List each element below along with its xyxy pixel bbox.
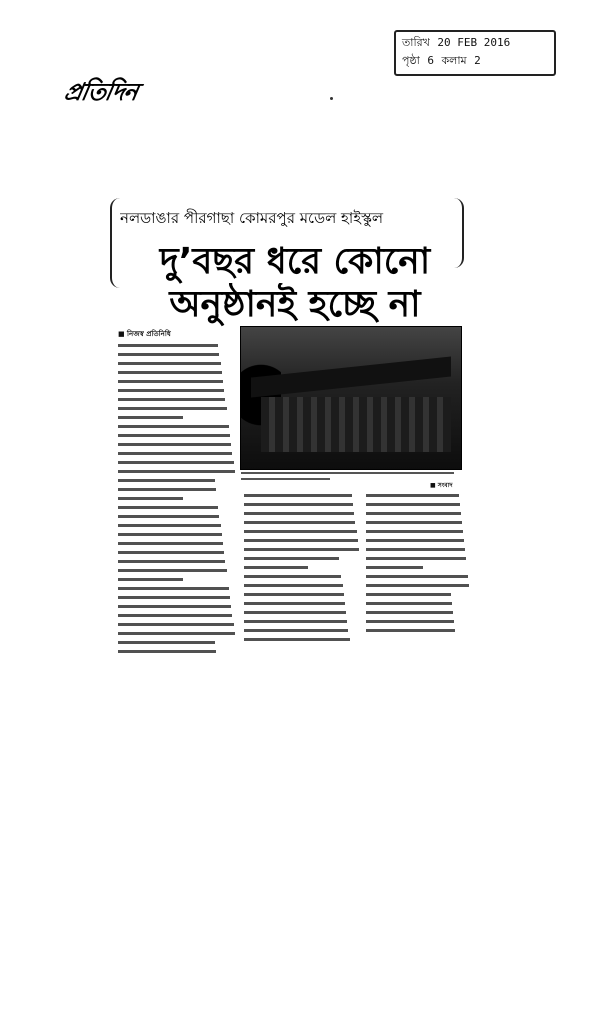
illegible-text-line [118,542,223,545]
illegible-text-line [244,584,343,587]
article-headline-line-1: দু’বছর ধরে কোনো [159,241,431,282]
illegible-text-line [244,611,346,614]
illegible-text-line [244,512,354,515]
illegible-text-line [366,629,455,632]
illegible-text-line [366,611,453,614]
archive-stamp [394,30,556,76]
illegible-text-line [118,632,235,635]
illegible-text-line [118,398,225,401]
illegible-text-line [244,494,352,497]
illegible-text-line [118,488,216,491]
stamp-column-value: 2 [474,54,481,67]
illegible-text-line [244,557,339,560]
illegible-text-line [118,506,218,509]
illegible-text-line [366,530,463,533]
illegible-text-line [244,539,358,542]
illegible-text-line [366,494,459,497]
illegible-text-line [118,497,183,500]
column-2-text-block [244,494,360,641]
illegible-text-line [244,620,347,623]
illegible-text-line [118,560,225,563]
illegible-text-line [118,578,183,581]
illegible-text-line [118,461,234,464]
illegible-text-line [366,584,469,587]
stamp-page-label: পৃষ্ঠা [402,54,420,67]
illegible-text-line [244,566,308,569]
article-kicker: নলডাঙার পীরগাছা কোমরপুর মডেল হাইস্কুল [120,209,384,227]
illegible-text-line [118,551,224,554]
illegible-text-line [366,593,451,596]
illegible-text-line [366,620,454,623]
illegible-text-line [366,557,466,560]
illegible-text-line [244,638,350,641]
illegible-text-line [366,548,465,551]
illegible-text-line [118,641,215,644]
illegible-text-line [118,434,230,437]
illegible-text-line [366,503,460,506]
illegible-text-line [244,530,357,533]
column-3-text-block [366,494,470,632]
photo-building-roof [251,356,451,397]
photo-credit: ■ সংবাদ [430,482,453,489]
illegible-text-line [244,521,355,524]
article-column-1 [118,328,236,656]
illegible-text-line [118,524,221,527]
newspaper-masthead: প্রতিদিন [61,77,140,106]
illegible-text-line [366,539,464,542]
article-headline-line-2: অনুষ্ঠানই হচ্ছে না [169,284,421,325]
illegible-text-line [118,515,219,518]
illegible-text-line [118,362,221,365]
illegible-text-line [118,533,222,536]
illegible-text-line [118,479,215,482]
photo-building-wall [261,397,451,452]
illegible-text-line [366,521,462,524]
illegible-text-line [118,389,224,392]
illegible-text-line [118,344,218,347]
article-photo [240,326,462,470]
stamp-page-value: 6 [427,54,434,67]
illegible-text-line [366,566,423,569]
illegible-text-line [118,407,227,410]
scan-speck [330,97,333,100]
illegible-text-line [118,587,229,590]
illegible-text-line [118,650,216,653]
article-column-2 [244,494,360,654]
illegible-text-line [244,503,353,506]
illegible-text-line [366,602,452,605]
stamp-date-value: 20 FEB 2016 [437,36,511,49]
stamp-column-label: কলাম [441,54,467,67]
illegible-text-line [244,593,344,596]
illegible-text-line [244,548,359,551]
illegible-text-line [118,569,227,572]
article-byline: ■ নিজস্ব প্রতিনিধি [118,330,171,338]
illegible-text-line [118,596,230,599]
illegible-text-line [118,614,232,617]
illegible-text-line [244,602,345,605]
illegible-text-line [366,512,461,515]
illegible-text-line [118,452,232,455]
illegible-text-line [118,371,222,374]
illegible-text-line [118,416,183,419]
illegible-text-line [366,575,468,578]
illegible-text-line [118,623,234,626]
illegible-text-line [118,443,231,446]
illegible-text-line [118,353,219,356]
column-1-text-block [118,344,236,653]
illegible-text-line [244,629,348,632]
illegible-text-line [118,605,231,608]
article-column-3 [366,494,470,644]
illegible-text-line [244,575,341,578]
illegible-text-line [118,380,223,383]
illegible-text-line [118,425,229,428]
illegible-text-line [118,470,235,473]
stamp-date-label: তারিখ [402,36,430,49]
